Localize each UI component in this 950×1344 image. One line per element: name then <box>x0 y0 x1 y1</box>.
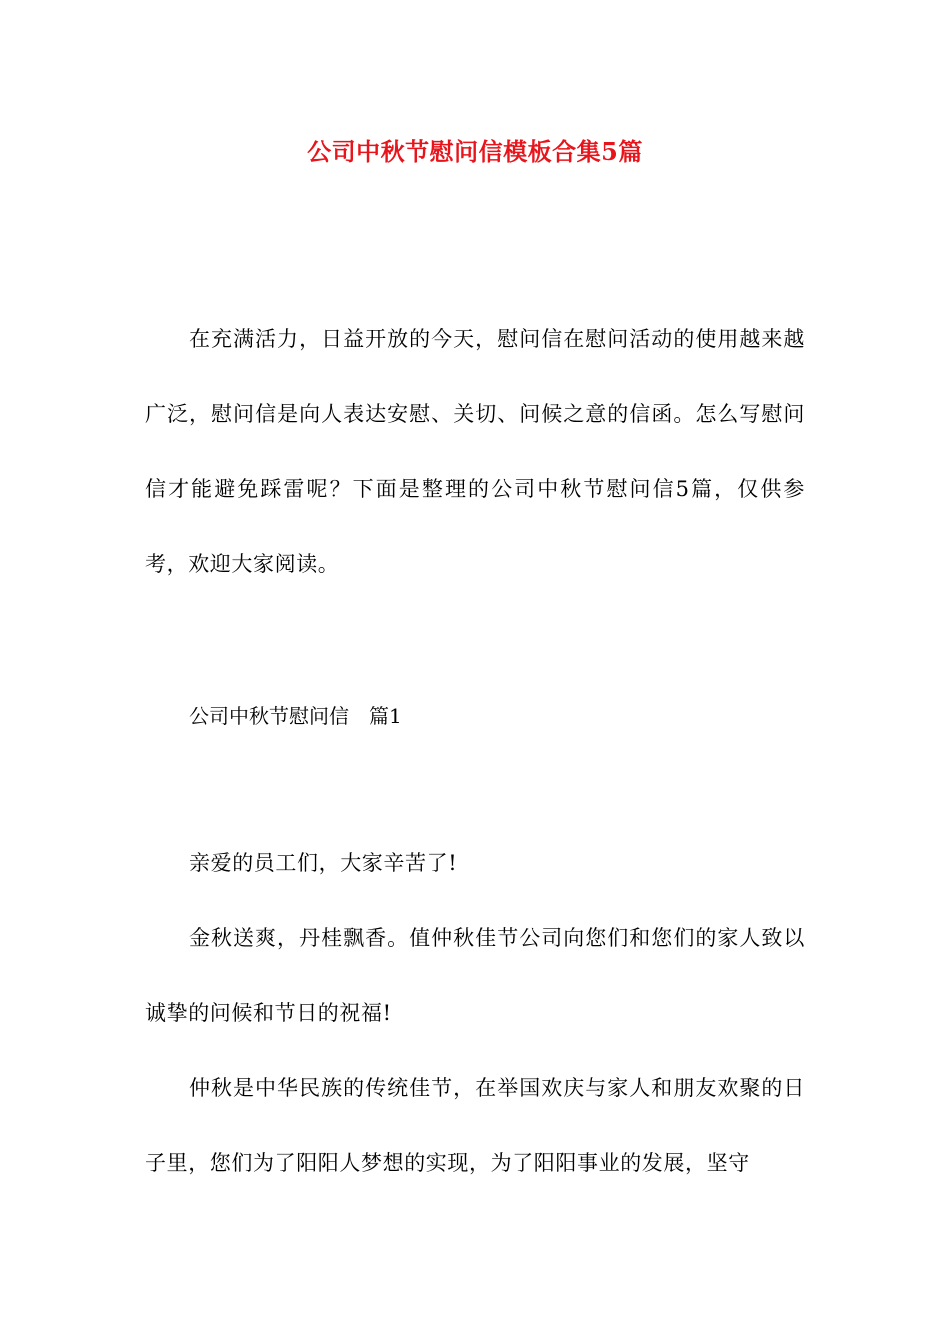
body-paragraph-2: 仲秋是中华民族的传统佳节，在举国欢庆与家人和朋友欢聚的日子里，您们为了阳阳人梦想的实现，为了阳阳事业的发展，坚守 <box>145 1076 805 1175</box>
document-title: 公司中秋节慰问信模板合集5篇 <box>307 137 643 166</box>
section-heading: 公司中秋节慰问信 篇1 <box>189 704 402 728</box>
body-paragraph-1: 金秋送爽，丹桂飘香。值仲秋佳节公司向您们和您们的家人致以诚挚的问候和节日的祝福! <box>145 926 805 1025</box>
intro-paragraph: 在充满活力，日益开放的今天，慰问信在慰问活动的使用越来越广泛，慰问信是向人表达安慰、关切、问候之意的信函。怎么写慰问信才能避免踩雷呢？下面是整理的公司中秋节慰问信5篇，仅供参考，欢迎大家阅读。 <box>145 327 805 576</box>
greeting-line: 亲爱的员工们，大家辛苦了! <box>189 851 458 875</box>
